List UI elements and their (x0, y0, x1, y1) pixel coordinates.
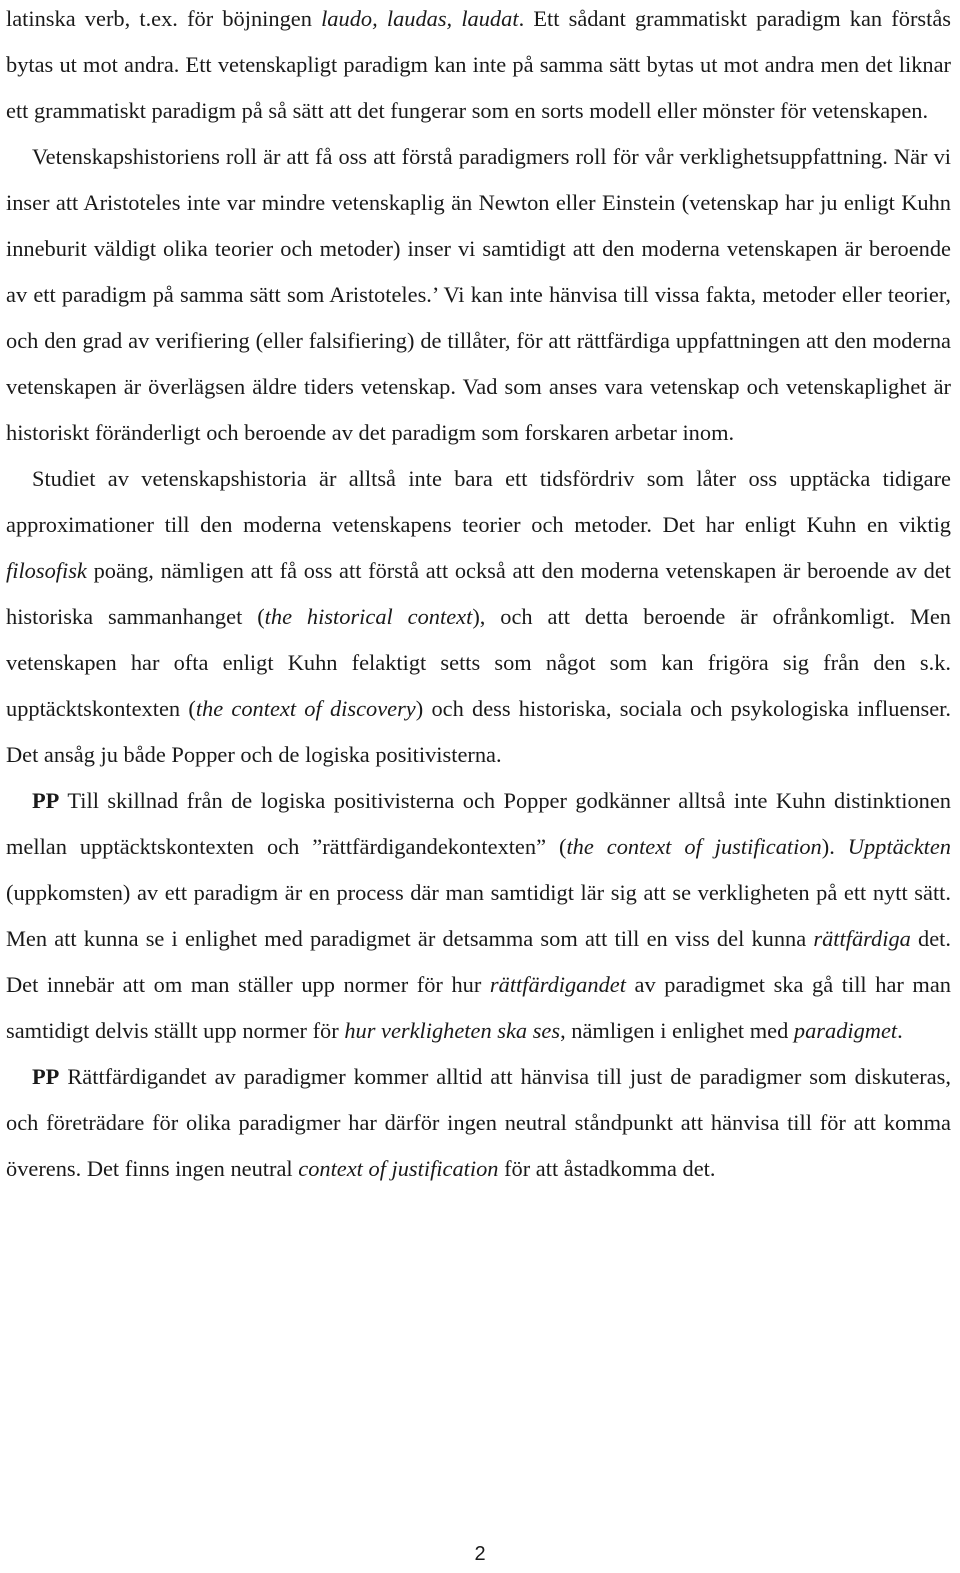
text-run: ), och att detta beroende är ofrånkomligt. Men vetenskapen har ofta enligt Kuhn felaktigt setts som något som kan frigöra sig från den s.k. upptäcktskontexten ( (6, 604, 951, 721)
text-run: Vetenskapshistoriens roll är att få oss att förstå paradigmers roll för vår verklighetsuppfattning. När vi inser att Aristoteles inte var mindre vetenskaplig än Newton eller Einstein (vetenskap har ju enligt Kuhn inneburit väldigt olika teorier och metoder) inser vi samtidigt att den moderna vetenskapen är beroende av ett paradigm på samma sätt som Aristoteles.’ Vi kan inte hänvisa till vissa fakta, metoder eller teorier, och den grad av verifiering (eller falsifiering) de tillåter, för att rättfärdiga uppfattningen att den moderna vetenskapen är överlägsen äldre tiders vetenskap. Vad som anses vara vetenskap och vetenskaplighet är historiskt föränderligt och beroende av det paradigm som forskaren arbetar inom. (6, 144, 951, 445)
text-run: Rättfärdigandet av paradigmer kommer alltid att hänvisa till just de paradigmer som diskuteras, och företrädare för olika paradigmer har därför ingen neutral ståndpunkt att hänvisa till för att komma överens. Det finns ingen neutral (6, 1064, 951, 1181)
text-run: det. Det innebär att om man ställer upp normer för hur (6, 926, 951, 997)
emphasized-text: rättfärdigandet (489, 972, 626, 997)
paragraph (6, 778, 951, 1054)
text-run: Till skillnad från de logiska positivisterna och Popper godkänner alltså inte Kuhn distinktionen mellan upptäcktskontexten och ”rättfärdigandekontexten” ( (6, 788, 951, 859)
page-number: 2 (474, 1543, 486, 1565)
emphasized-text: hur verkligheten ska ses (344, 1018, 561, 1043)
emphasized-text: context of justification (298, 1156, 499, 1181)
emphasized-text: the historical context (264, 604, 473, 629)
paragraph (6, 1054, 951, 1192)
emphasized-text: filosofisk (6, 558, 87, 583)
paragraph (6, 134, 951, 456)
emphasized-text: Upptäckten (847, 834, 951, 859)
text-run: ). (821, 834, 848, 859)
paragraph-marker: PP (32, 1064, 60, 1089)
text-run: , nämligen i enlighet med (560, 1018, 794, 1043)
emphasized-text: the context of justification (566, 834, 822, 859)
emphasized-text: laudo, laudas, laudat (321, 6, 519, 31)
paragraph-marker: PP (32, 788, 60, 813)
text-run: . Ett sådant grammatiskt paradigm kan förstås bytas ut mot andra. Ett vetenskapligt paradigm kan inte på samma sätt bytas ut mot andra men det liknar ett grammatiskt paradigm på så sätt att det fungerar som en sorts modell eller mönster för vetenskapen. (6, 6, 951, 123)
paragraph (6, 0, 951, 134)
text-run: Studiet av vetenskapshistoria är alltså inte bara ett tidsfördriv som låter oss upptäcka tidigare approximationer till den moderna vetenskapens teorier och metoder. Det har enligt Kuhn en viktig (6, 466, 951, 537)
paragraph (6, 456, 951, 778)
emphasized-text: paradigmet (793, 1018, 898, 1043)
body-text (6, 0, 951, 1192)
text-run: av paradigmet ska gå till har man samtidigt delvis ställt upp normer för (6, 972, 951, 1043)
text-run: (uppkomsten) av ett paradigm är en process där man samtidigt lär sig att se verkligheten på ett nytt sätt. Men att kunna se i enlighet med paradigmet är detsamma som att till en viss del kunna (6, 880, 951, 951)
text-run: . (897, 1018, 903, 1043)
emphasized-text: the context of discovery (195, 696, 416, 721)
text-run: poäng, nämligen att få oss att förstå att också att den moderna vetenskapen är beroende av det historiska sammanhanget ( (6, 558, 951, 629)
text-run: för att åstadkomma det. (498, 1156, 716, 1181)
text-run: ) och dess historiska, sociala och psykologiska influenser. Det ansåg ju både Popper och de logiska positivisterna. (6, 696, 951, 767)
text-run: latinska verb, t.ex. för böjningen (6, 6, 322, 31)
emphasized-text: rättfärdiga (813, 926, 911, 951)
